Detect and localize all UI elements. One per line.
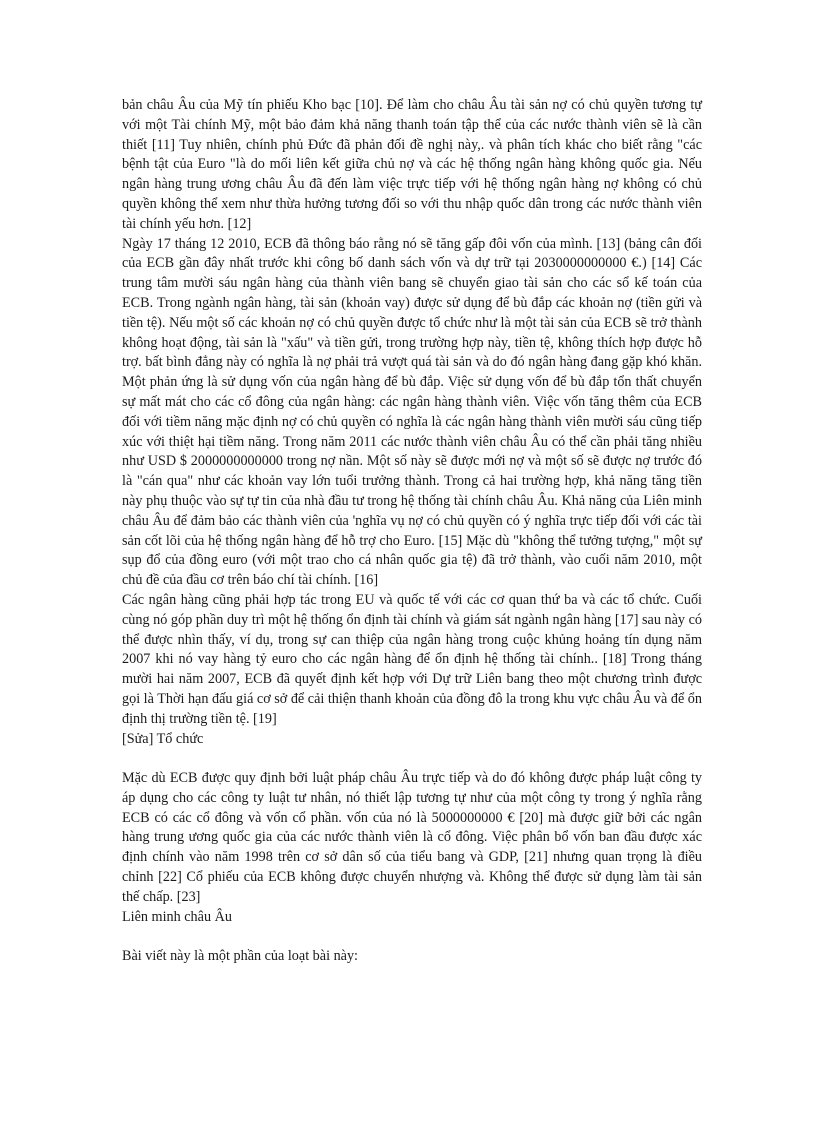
paragraph-organization: Mặc dù ECB được quy định bởi luật pháp châu Âu trực tiếp và do đó không được pháp luật công ty áp dụng cho các công ty luật tư nhân, nó thiết lập tương tự như của một công ty trong ý nghĩa rằng ECB có các cổ đông và vốn cổ phần. vốn của nó là 5000000000 € [20] mà được giữ bởi các ngân hàng trung ương quốc gia của các nước thành viên là cổ đông. Việc phân bổ vốn ban đầu được xác định chính vào năm 1998 trên cơ sở dân số của tiểu bang và GDP, [21] nhưng quan trọng là điều chỉnh [22] Cổ phiếu của ECB không được chuyển nhượng và. Không thể được sử dụng làm tài sản thế chấp. [23] [122, 770, 702, 905]
paragraph-capital-increase: Ngày 17 tháng 12 2010, ECB đã thông báo rằng nó sẽ tăng gấp đôi vốn của mình. [13] (bảng cân đối của ECB gần đây nhất trước khi công bố danh sách vốn và dự trữ tại 2030000000000 €.) [14] Các trung tâm mười sáu ngân hàng của thành viên bang sẽ chuyển giao tài sản cho các sổ kế toán của ECB. Trong ngành ngân hàng, tài sản (khoản vay) được sử dụng để bù đắp các khoản nợ (tiền gửi và tiền tệ). Nếu một số các khoản nợ có chủ quyền được tổ chức như là một tài sản của ECB sẽ trở thành không hoạt động, tài sản là "xấu" và tiền gửi, trong trường hợp này, tiền tệ, không thích hợp được hỗ trợ. bất bình đẳng này có nghĩa là nợ phải trả vượt quá tài sản và do đó ngân hàng đang gặp khó khăn. Một phản ứng là sử dụng vốn của ngân hàng để bù đắp. Việc sử dụng vốn để bù đắp tổn thất chuyển sự mất mát cho các cổ đông của ngân hàng: các ngân hàng thành viên. Việc vốn tăng thêm của ECB đối với tiềm năng mặc định nợ có chủ quyền có nghĩa là các ngân hàng thành viên mười sáu cũng tiếp xúc với thiệt hại tiềm năng. Trong năm 2011 các nước thành viên châu Âu có thể cần phải tăng nhiều như USD $ 2000000000000 trong nợ nần. Một số này sẽ được mới nợ và một số sẽ được nợ trước đó là "cán qua" như các khoản vay lớn tuổi trưởng thành. Trong cả hai trường hợp, khả năng tăng tiền này phụ thuộc vào sự tự tin của nhà đầu tư trong hệ thống tài chính châu Âu. Khả năng của Liên minh châu Âu để đảm bảo các thành viên của 'nghĩa vụ nợ có chủ quyền có ý nghĩa trực tiếp đối với các tài sản cốt lõi của hệ thống ngân hàng để hỗ trợ cho Euro. [15] Mặc dù "không thể tưởng tượng," một sự sụp đổ của đồng euro (với một trao cho cá nhân quốc gia tệ) đã trở thành, vào cuối năm 2010, một chủ đề của đầu cơ trên báo chí tài chính. [16] [122, 235, 702, 589]
blank-line [122, 927, 702, 947]
paragraph-series-intro: Bài viết này là một phần của loạt bài này: [122, 948, 358, 965]
paragraph-eurobond: bản châu Âu của Mỹ tín phiếu Kho bạc [10]. Để làm cho châu Âu tài sản nợ có chủ quyền tương tự với một Tài chính Mỹ, một bảo đảm khả năng thanh toán tập thể của các nước thành viên sẽ là cần thiết [11] Tuy nhiên, chính phủ Đức đã phản đối đề nghị này,. và phân tích khác cho biết rằng "các bệnh tật của Euro "là do mối liên kết giữa chủ nợ và các hệ thống ngân hàng không quốc gia. Nếu ngân hàng trung ương châu Âu đã đến làm việc trực tiếp với hệ thống ngân hàng nợ không có chủ quyền không thể xem như thừa hưởng tương đối so với thu nhập quốc dân trong các nước thành viên tài chính yếu hơn. [12] [122, 97, 702, 232]
heading-organization-link[interactable]: [Sửa] Tổ chức [122, 730, 204, 747]
document-page [122, 96, 702, 967]
paragraph-cooperation: Các ngân hàng cũng phải hợp tác trong EU và quốc tế với các cơ quan thứ ba và các tổ chức. Cuối cùng nó góp phần duy trì một hệ thống ổn định tài chính và giám sát ngành ngân hàng [17] sau này có thể được nhìn thấy, ví dụ, trong sự can thiệp của ngân hàng trong cuộc khủng hoảng tín dụng năm 2007 khi nó vay hàng tỷ euro cho các ngân hàng để ổn định hệ thống tài chính.. [18] Trong tháng mười hai năm 2007, ECB đã quyết định kết hợp với Dự trữ Liên bang theo một chương trình được gọi là Thời hạn đấu giá cơ sở để cải thiện thanh khoản của đồng đô la trong khu vực châu Âu và để ổn định thị trường tiền tệ. [19] [122, 591, 702, 727]
blank-line [122, 749, 702, 769]
heading-european-union: Liên minh châu Âu [122, 908, 232, 925]
